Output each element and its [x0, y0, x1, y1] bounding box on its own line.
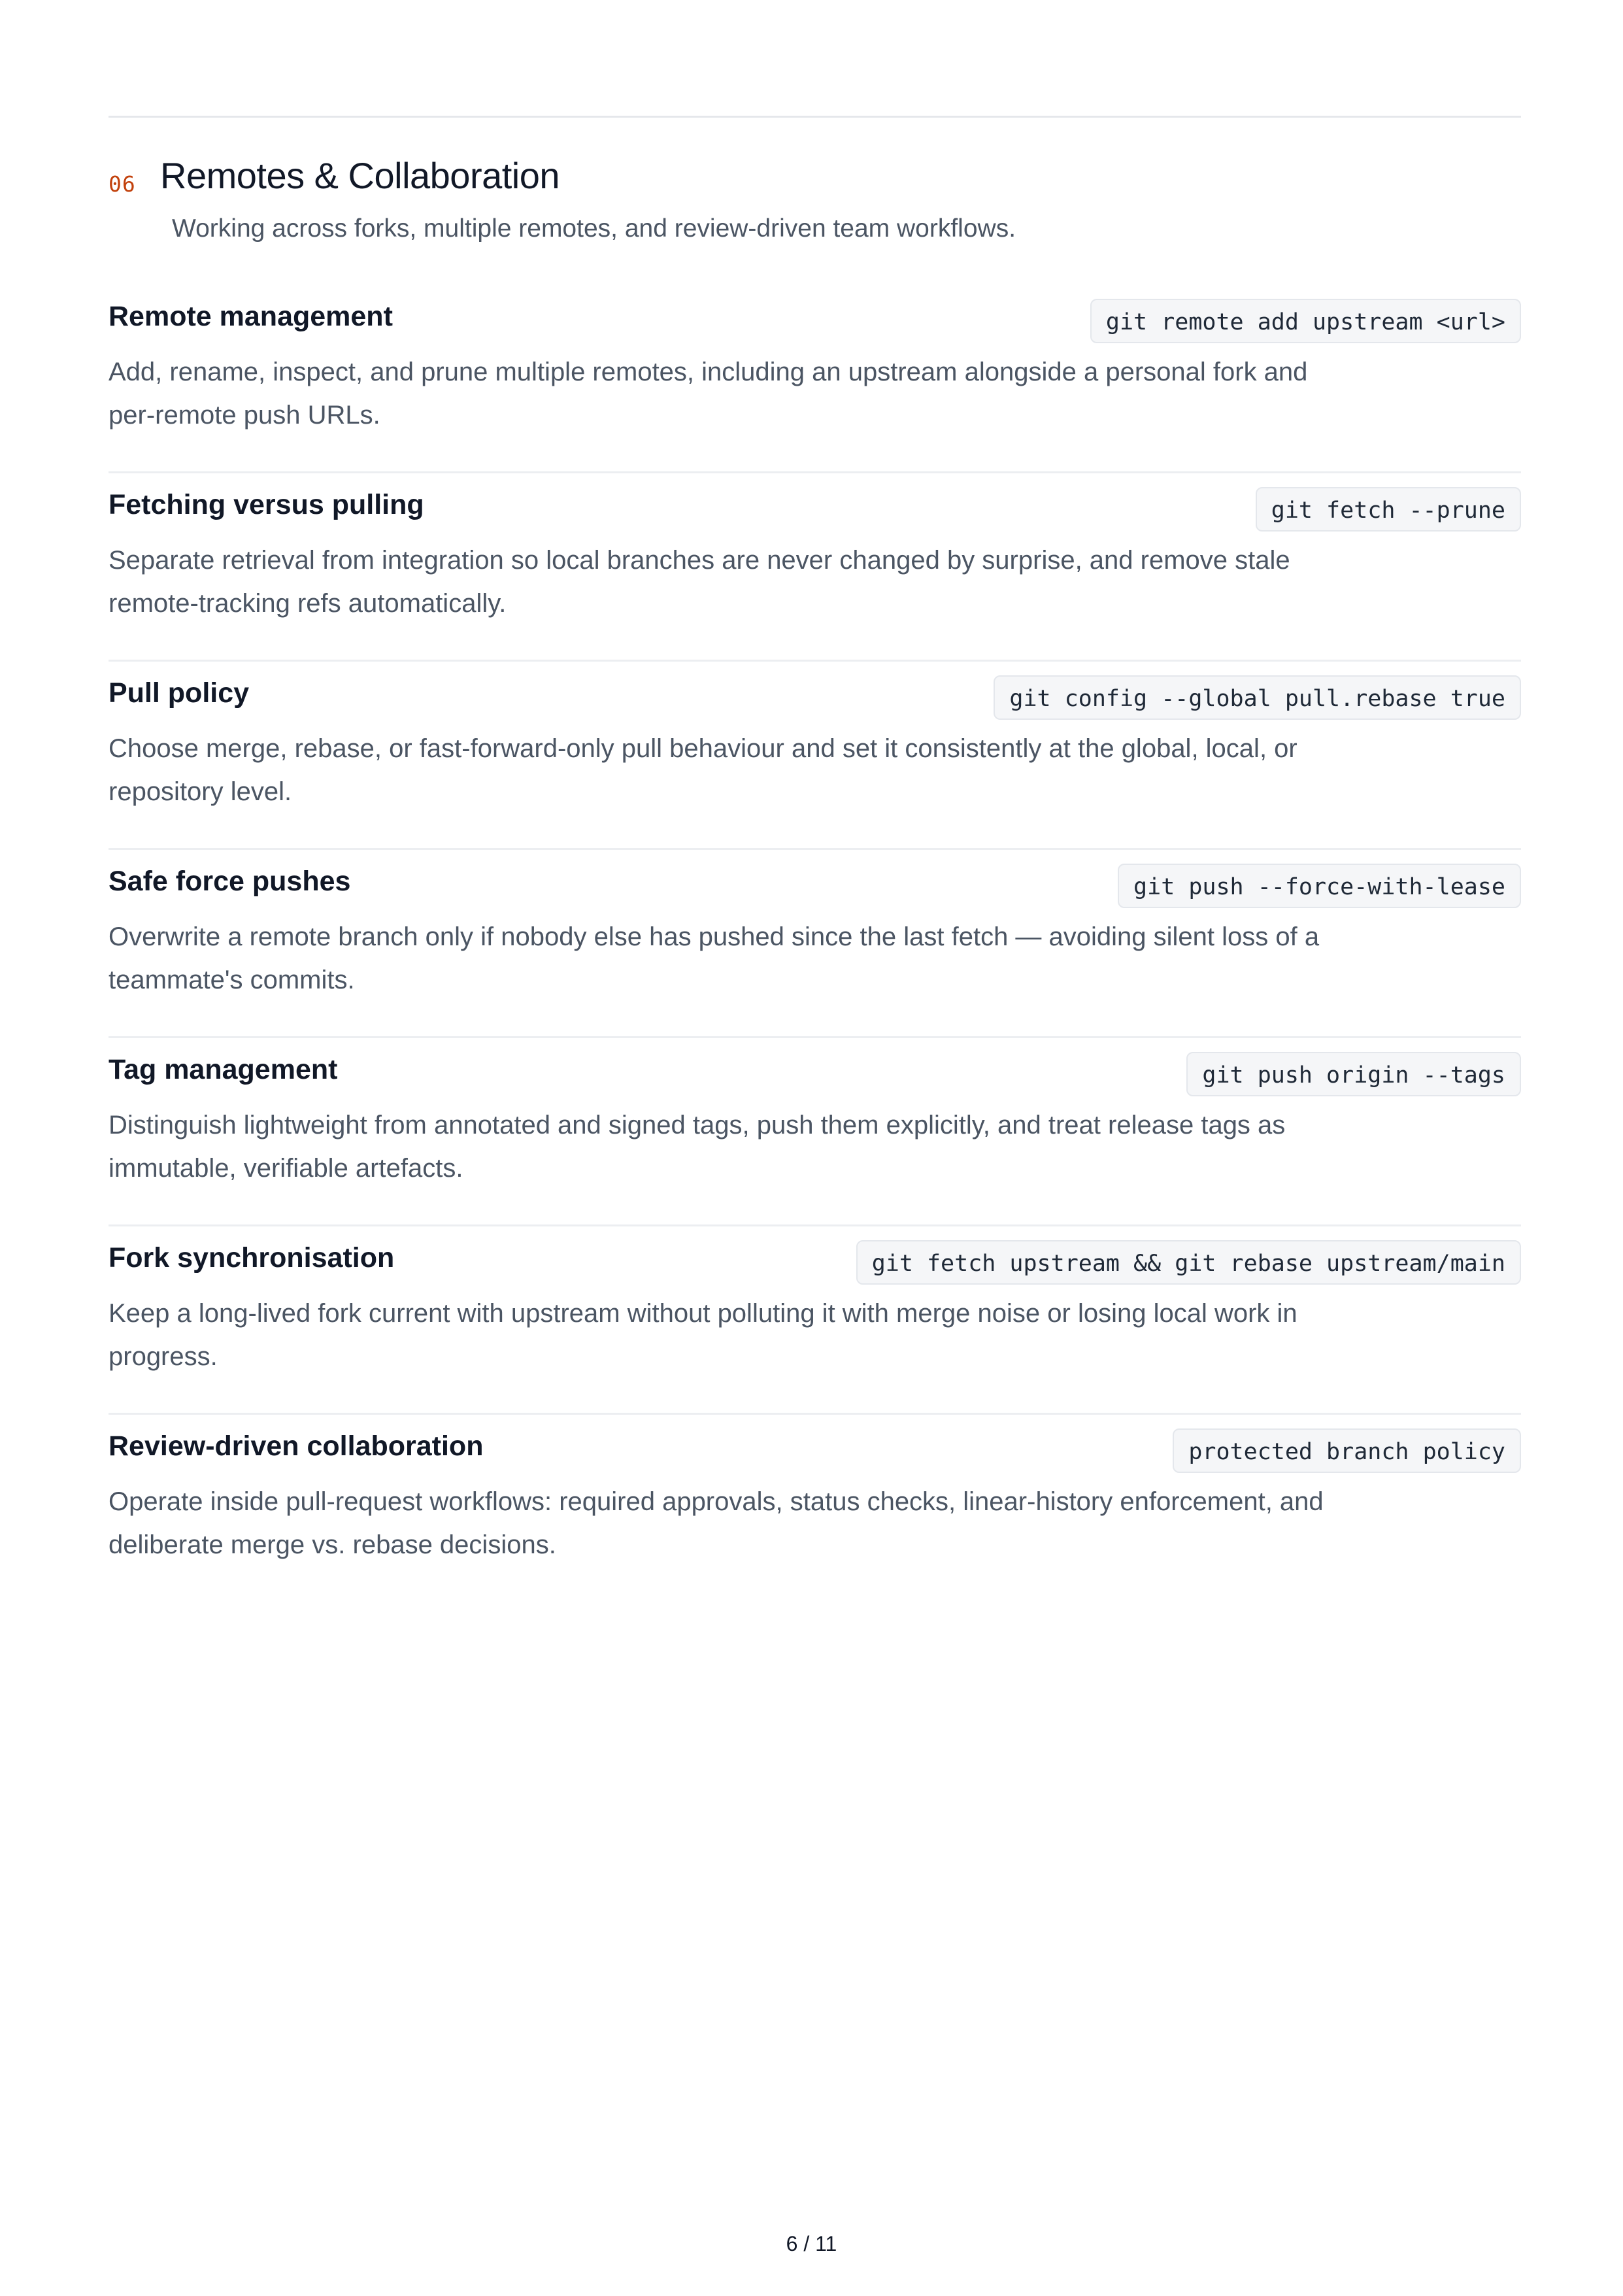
- section-title: Remotes & Collaboration: [160, 155, 560, 196]
- section-number: 06: [109, 171, 136, 197]
- topic-title: Review-driven collaboration: [109, 1430, 484, 1462]
- topic-title: Fork synchronisation: [109, 1242, 395, 1274]
- command-snippet: git fetch upstream && git rebase upstream/main: [856, 1240, 1521, 1285]
- top-divider: [109, 116, 1521, 118]
- topic-title: Tag management: [109, 1054, 338, 1085]
- topic-item: [109, 285, 1521, 473]
- command-snippet: protected branch policy: [1173, 1428, 1521, 1473]
- topic-title: Pull policy: [109, 677, 250, 709]
- topic-description: Add, rename, inspect, and prune multiple remotes, including an upstream alongside a personal fork and per-remote push URLs.: [109, 358, 1308, 430]
- topic-list: [109, 285, 1521, 1603]
- command-snippet: git push --force-with-lease: [1118, 864, 1521, 908]
- command-snippet: git fetch --prune: [1256, 487, 1521, 532]
- topic-title: Safe force pushes: [109, 866, 351, 897]
- topic-description: Choose merge, rebase, or fast-forward-only pull behaviour and set it consistently at the global, local, or repository level.: [109, 734, 1297, 806]
- topic-item: [109, 473, 1521, 662]
- page-number: 6 / 11: [786, 2232, 837, 2255]
- topic-item: [109, 850, 1521, 1038]
- topic-item: [109, 1226, 1521, 1415]
- command-snippet: git remote add upstream <url>: [1090, 299, 1521, 343]
- topic-item: [109, 662, 1521, 850]
- topic-description: Keep a long-lived fork current with upstream without polluting it with merge noise or losing local work in progress.: [109, 1299, 1297, 1371]
- topic-item: [109, 1038, 1521, 1226]
- section-header: [109, 152, 1521, 204]
- command-snippet: git push origin --tags: [1186, 1052, 1521, 1096]
- topic-description: Separate retrieval from integration so local branches are never changed by surprise, and remove stale remote-tracking refs automatically.: [109, 546, 1290, 618]
- topic-title: Fetching versus pulling: [109, 489, 424, 520]
- topic-description: Operate inside pull-request workflows: required approvals, status checks, linear-history enforcement, and deliberate merge vs. rebase decisions.: [109, 1487, 1324, 1559]
- topic-description: Distinguish lightweight from annotated and signed tags, push them explicitly, and treat release tags as immutable, verifiable artefacts.: [109, 1111, 1286, 1183]
- topic-title: Remote management: [109, 301, 393, 332]
- section-subtitle: Working across forks, multiple remotes, and review-driven team workflows.: [172, 214, 1016, 243]
- topic-description: Overwrite a remote branch only if nobody else has pushed since the last fetch — avoiding silent loss of a teammate's commits.: [109, 922, 1320, 994]
- command-snippet: git config --global pull.rebase true: [994, 675, 1521, 720]
- topic-item: [109, 1415, 1521, 1603]
